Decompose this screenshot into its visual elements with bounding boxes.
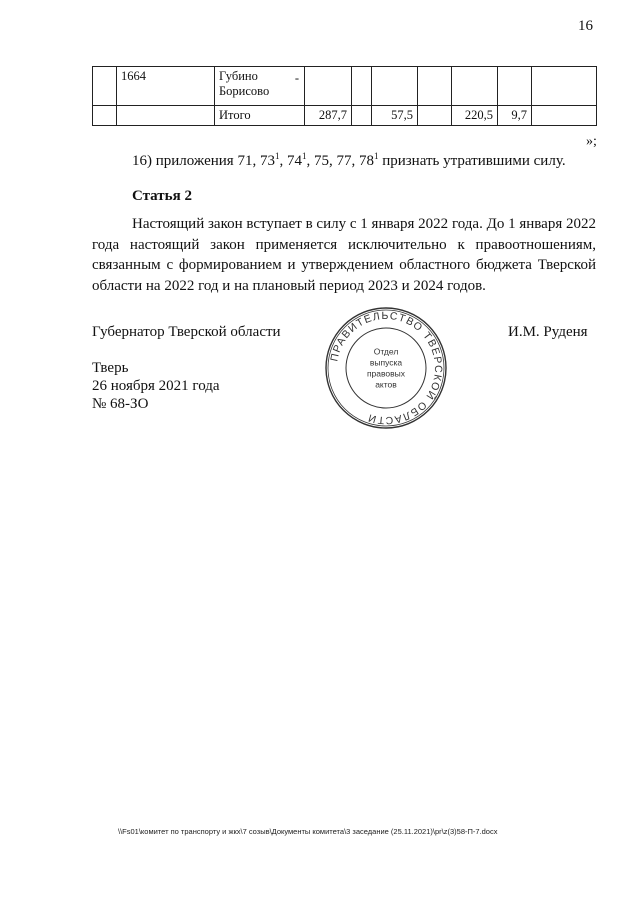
signing-place: Тверь: [92, 360, 129, 376]
stamp-center-line: Отдел: [373, 346, 399, 357]
table-cell-code: 1664: [117, 67, 215, 106]
name-line-1: Губино: [219, 69, 258, 83]
table-cell-total-label: Итого: [215, 106, 305, 126]
signatory-title: Губернатор Тверской области: [92, 324, 281, 340]
closing-quote: »;: [586, 134, 597, 149]
name-dash: -: [294, 71, 299, 85]
signing-date: 26 ноября 2021 года: [92, 378, 220, 394]
table-row: [93, 67, 597, 106]
official-stamp: [324, 306, 448, 430]
file-path-footer: \\Fs01\комитет по транспорту и жкх\7 созыв\Документы комитета\3 заседание (25.11.2021)\pr\z(3)58-П-7.docx: [118, 827, 498, 836]
name-line-2: Борисово: [219, 84, 270, 98]
signatory-name: И.М. Руденя: [508, 324, 588, 340]
amendment-item-16: 16) приложения 71, $73^1$, $74^1$, 75, 77, $78^1$ признать утратившими силу.: [132, 151, 566, 169]
svg-text:ПРАВИТЕЛЬСТВО ТВЕРСКОЙ ОБЛАСТИ: ПРАВИТЕЛЬСТВО ТВЕРСКОЙ ОБЛАСТИ: [328, 309, 445, 427]
data-table: [92, 66, 597, 126]
page-number: 16: [578, 18, 593, 34]
table-cell-name: [215, 67, 305, 106]
article-heading: Статья 2: [132, 188, 192, 204]
table-cell-value: 220,5: [452, 106, 498, 126]
stamp-center-line: правовых: [366, 368, 406, 379]
svg-text:Отделвыпускаправовыхактов: [367, 347, 406, 390]
table-cell-value: 9,7: [498, 106, 532, 126]
table-row: [93, 106, 597, 126]
article-paragraph: Настоящий закон вступает в силу с 1 января 2022 года. До 1 января 2022 года настоящий закон применяется исключительно к правоотношениям, связанным с формированием и утверждением областного бюджета Тверской области на 2022 год и на плановый период 2023 и 2024 годов.: [92, 216, 596, 294]
table-cell-value: 287,7: [305, 106, 352, 126]
stamp-center-line: выпуска: [369, 357, 403, 368]
stamp-center-line: актов: [375, 379, 397, 390]
law-number: № 68-ЗО: [92, 396, 149, 412]
table-cell-value: 57,5: [372, 106, 418, 126]
